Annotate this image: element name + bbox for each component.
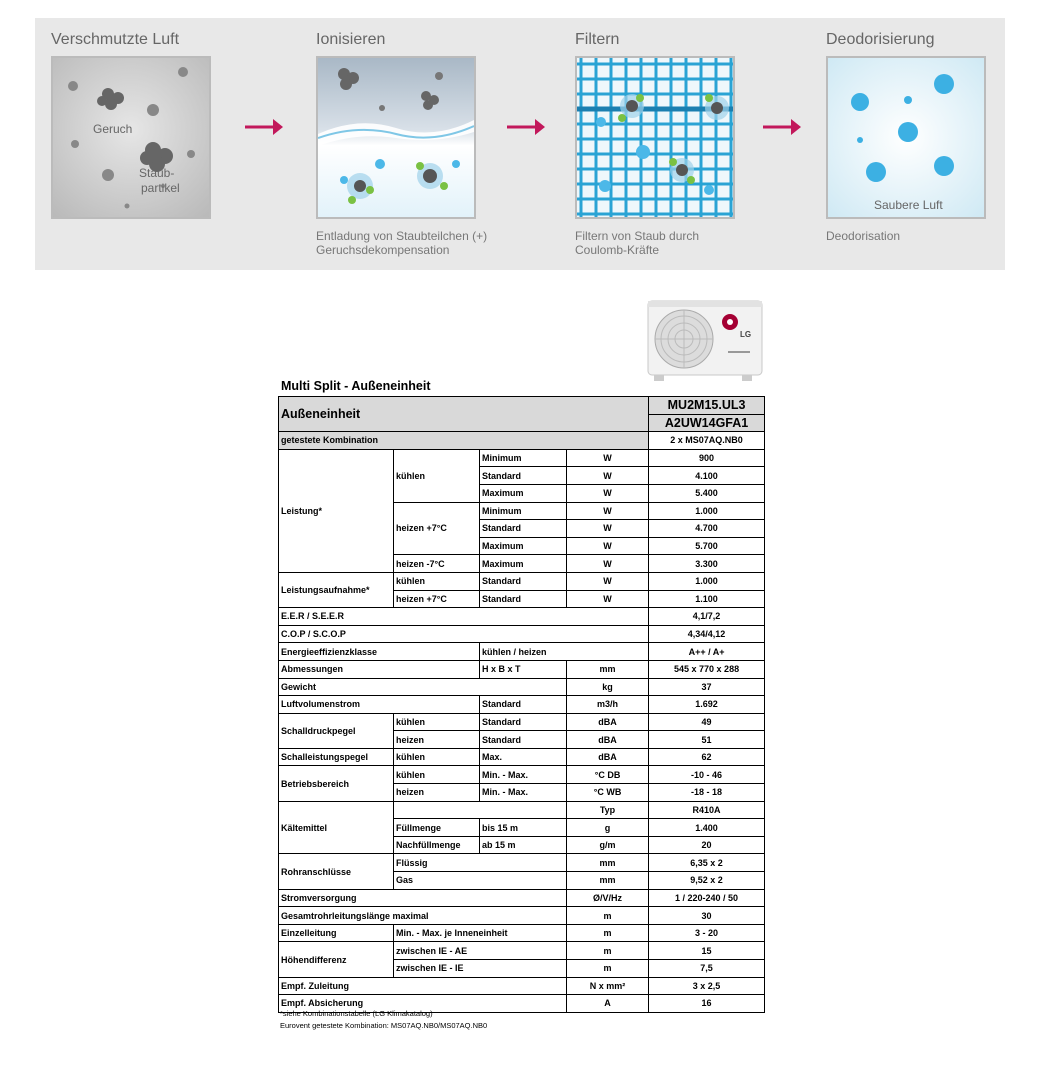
table-row	[279, 766, 765, 784]
mode-label: Nachfüllmenge	[394, 836, 480, 854]
mode-label: kühlen	[394, 748, 480, 766]
table-row	[279, 660, 765, 678]
step-title: Filtern	[575, 31, 620, 48]
unit-cell: dBA	[567, 731, 649, 749]
unit-cell: W	[567, 502, 649, 520]
footnote-combination-table: *siehe Kombinationstabelle (LG Klimakatalog)	[280, 1009, 433, 1018]
value-cell: 51	[649, 731, 765, 749]
value-cell: 20	[649, 836, 765, 854]
unit-cell: W	[567, 555, 649, 573]
cell: Maximum	[480, 555, 567, 573]
footnote-eurovent: Eurovent getestete Kombination: MS07AQ.NB0/MS07AQ.NB0	[280, 1021, 488, 1030]
value-cell: 900	[649, 449, 765, 467]
table-row	[279, 397, 765, 415]
arrow-right-icon	[763, 116, 803, 138]
mode-label: heizen +7°C	[394, 502, 480, 555]
table-row	[279, 801, 765, 819]
step-polluted-air	[35, 18, 205, 270]
unit-cell: mm	[567, 872, 649, 890]
table-row	[279, 432, 765, 450]
ionize-illustration	[316, 56, 476, 219]
table-row	[279, 625, 765, 643]
value-cell: 4,1/7,2	[649, 608, 765, 626]
table-row	[279, 713, 765, 731]
unit-cell: W	[567, 484, 649, 502]
mode-label: Gas	[394, 872, 567, 890]
row-label: Schalldruckpegel	[279, 713, 394, 748]
unit-cell: m	[567, 960, 649, 978]
caption-line: Geruchsdekompensation	[316, 243, 450, 257]
cell: Standard	[480, 696, 567, 714]
row-label: Stromversorgung	[279, 889, 567, 907]
row-label: Schalleistungspegel	[279, 748, 394, 766]
step-title: Verschmutzte Luft	[51, 31, 180, 48]
row-label: getestete Kombination	[279, 432, 649, 450]
value-cell: 1 / 220-240 / 50	[649, 889, 765, 907]
caption-line: Filtern von Staub durch	[575, 229, 700, 243]
unit-cell: dBA	[567, 713, 649, 731]
value-cell: 5.700	[649, 537, 765, 555]
cell	[394, 801, 567, 819]
model-secondary: A2UW14GFA1	[649, 414, 765, 432]
value-cell: 1.692	[649, 696, 765, 714]
cell: Standard	[480, 731, 567, 749]
cell: ab 15 m	[480, 836, 567, 854]
row-label: Gesamtrohrleitungslänge maximal	[279, 907, 567, 925]
mode-label: kühlen	[394, 572, 480, 590]
table-row	[279, 449, 765, 467]
row-label: Empf. Absicherung	[279, 995, 567, 1013]
unit-cell: dBA	[567, 748, 649, 766]
mode-label: zwischen IE - AE	[394, 942, 567, 960]
unit-cell: m	[567, 942, 649, 960]
unit-cell: Ø/V/Hz	[567, 889, 649, 907]
step-title: Ionisieren	[316, 31, 386, 48]
filter-illustration	[575, 56, 735, 219]
unit-cell: mm	[567, 660, 649, 678]
table-row	[279, 942, 765, 960]
brand-logo-text: LG	[740, 330, 752, 339]
unit-cell: W	[567, 572, 649, 590]
step-filter	[559, 18, 729, 270]
mode-label: heizen	[394, 731, 480, 749]
cell: Max.	[480, 748, 567, 766]
value-cell: 62	[649, 748, 765, 766]
model-primary: MU2M15.UL3	[649, 397, 765, 415]
mode-label: kühlen	[394, 766, 480, 784]
table-row	[279, 696, 765, 714]
cell: Standard	[480, 590, 567, 608]
value-cell: A++ / A+	[649, 643, 765, 661]
value-cell: 3 - 20	[649, 924, 765, 942]
caption-line: Deodorisation	[826, 229, 901, 243]
unit-cell: W	[567, 537, 649, 555]
unit-cell: N x mm²	[567, 977, 649, 995]
mode-label: Flüssig	[394, 854, 567, 872]
table-title: Multi Split - Außeneinheit	[281, 379, 431, 393]
value-cell: 15	[649, 942, 765, 960]
mode-label: kühlen	[394, 713, 480, 731]
unit-cell: m3/h	[567, 696, 649, 714]
value-cell: -18 - 18	[649, 784, 765, 802]
unit-cell: m	[567, 924, 649, 942]
value-cell: 6,35 x 2	[649, 854, 765, 872]
ion-particles-icon	[318, 58, 474, 217]
unit-cell: Typ	[567, 801, 649, 819]
cell: Standard	[480, 572, 567, 590]
spec-table	[278, 396, 765, 1013]
odor-label: Geruch	[93, 122, 133, 136]
value-cell: 37	[649, 678, 765, 696]
row-label: Betriebsbereich	[279, 766, 394, 801]
mode-label: heizen -7°C	[394, 555, 480, 573]
row-label: Kältemittel	[279, 801, 394, 854]
air-purification-banner	[35, 18, 1005, 270]
mode-label: kühlen	[394, 449, 480, 502]
table-row	[279, 854, 765, 872]
outdoor-unit-image	[644, 297, 766, 383]
unit-cell: kg	[567, 678, 649, 696]
value-cell: 1.100	[649, 590, 765, 608]
row-label: Höhendifferenz	[279, 942, 394, 977]
row-label: Energieeffizienzklasse	[279, 643, 480, 661]
unit-cell: W	[567, 467, 649, 485]
value-cell: R410A	[649, 801, 765, 819]
value-cell: 3 x 2,5	[649, 977, 765, 995]
clean-air-bubbles-icon	[828, 58, 984, 217]
cell: Minimum	[480, 502, 567, 520]
row-label: Einzelleitung	[279, 924, 394, 942]
cell: bis 15 m	[480, 819, 567, 837]
dust-label-2: partikel	[141, 181, 180, 195]
unit-cell: W	[567, 590, 649, 608]
table-row	[279, 907, 765, 925]
row-label: Luftvolumenstrom	[279, 696, 480, 714]
cell: H x B x T	[480, 660, 567, 678]
value-cell: 1.000	[649, 502, 765, 520]
unit-cell: g	[567, 819, 649, 837]
table-row	[279, 643, 765, 661]
step-deodorize	[810, 18, 980, 270]
value-cell: 9,52 x 2	[649, 872, 765, 890]
value-cell: 49	[649, 713, 765, 731]
table-row	[279, 678, 765, 696]
unit-cell: W	[567, 449, 649, 467]
arrow-right-icon	[507, 116, 547, 138]
ionize-caption	[316, 229, 487, 257]
value-cell: 545 x 770 x 288	[649, 660, 765, 678]
step-title: Deodorisierung	[826, 31, 935, 48]
value-cell: 16	[649, 995, 765, 1013]
cell: Minimum	[480, 449, 567, 467]
unit-cell: °C WB	[567, 784, 649, 802]
table-row	[279, 977, 765, 995]
step-ionize	[300, 18, 488, 270]
deodorize-illustration	[826, 56, 986, 219]
row-value: 2 x MS07AQ.NB0	[649, 432, 765, 450]
value-cell: 1.000	[649, 572, 765, 590]
value-cell: 4,34/4,12	[649, 625, 765, 643]
table-row	[279, 889, 765, 907]
dust-particles-icon	[53, 58, 209, 217]
cell: Maximum	[480, 484, 567, 502]
table-row	[279, 924, 765, 942]
filter-caption	[575, 229, 699, 257]
unit-cell: A	[567, 995, 649, 1013]
polluted-air-illustration	[51, 56, 211, 219]
value-cell: 5.400	[649, 484, 765, 502]
cell: Min. - Max. je Inneneinheit	[394, 924, 567, 942]
value-cell: 4.100	[649, 467, 765, 485]
mode-label: Füllmenge	[394, 819, 480, 837]
mode-label: zwischen IE - IE	[394, 960, 567, 978]
unit-cell: mm	[567, 854, 649, 872]
row-label: C.O.P / S.C.O.P	[279, 625, 649, 643]
caption-line: Coulomb-Kräfte	[575, 243, 660, 257]
cell: Standard	[480, 520, 567, 538]
unit-cell: °C DB	[567, 766, 649, 784]
arrow-right-icon	[245, 116, 285, 138]
value-cell: 7,5	[649, 960, 765, 978]
table-row	[279, 608, 765, 626]
row-label: Rohranschlüsse	[279, 854, 394, 889]
cell: Standard	[480, 467, 567, 485]
deodorize-caption	[826, 229, 900, 243]
value-cell: 4.700	[649, 520, 765, 538]
cell: kühlen / heizen	[480, 643, 649, 661]
row-label: Gewicht	[279, 678, 567, 696]
row-label: Leistung*	[279, 449, 394, 572]
dust-label-1: Staub-	[139, 166, 175, 180]
caption-line: Entladung von Staubteilchen (+)	[316, 229, 488, 243]
value-cell: -10 - 46	[649, 766, 765, 784]
unit-cell: W	[567, 520, 649, 538]
cell: Min. - Max.	[480, 784, 567, 802]
unit-cell: g/m	[567, 836, 649, 854]
mode-label: heizen +7°C	[394, 590, 480, 608]
value-cell: 3.300	[649, 555, 765, 573]
cell: Standard	[480, 713, 567, 731]
cell: Min. - Max.	[480, 766, 567, 784]
row-label: Abmessungen	[279, 660, 480, 678]
filter-grid-icon	[577, 58, 733, 217]
table-row	[279, 572, 765, 590]
value-cell: 1.400	[649, 819, 765, 837]
clean-air-label: Saubere Luft	[874, 198, 943, 212]
row-label: E.E.R / S.E.E.R	[279, 608, 649, 626]
cell: Maximum	[480, 537, 567, 555]
unit-cell: m	[567, 907, 649, 925]
header-label: Außeneinheit	[279, 397, 649, 432]
row-label: Leistungsaufnahme*	[279, 572, 394, 607]
row-label: Empf. Zuleitung	[279, 977, 567, 995]
value-cell: 30	[649, 907, 765, 925]
table-row	[279, 748, 765, 766]
mode-label: heizen	[394, 784, 480, 802]
